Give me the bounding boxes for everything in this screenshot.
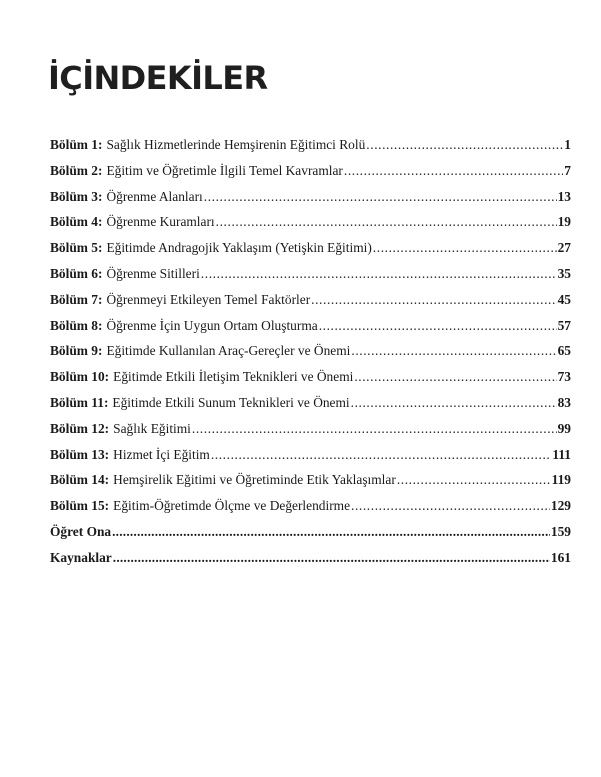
page-number: 119 (551, 472, 571, 488)
section-title: Kaynaklar (50, 549, 112, 565)
dot-leader (201, 264, 557, 284)
dot-leader (351, 341, 556, 361)
chapter-title: Öğrenme İçin Uygun Ortam Oluşturma (106, 317, 318, 333)
chapter-title: Sağlık Hizmetlerinde Hemşirenin Eğitimci Rolü (106, 137, 366, 152)
page-number: 83 (557, 394, 571, 410)
toc-entry-3 (50, 187, 571, 213)
page-number: 13 (557, 188, 571, 204)
chapter-number: Bölüm 8: (50, 317, 103, 333)
toc-entry-6 (50, 264, 571, 290)
chapter-number: Bölüm 5: (50, 240, 103, 256)
chapter-number: Bölüm 12: (50, 420, 110, 436)
dot-leader (344, 161, 563, 181)
chapter-title: Öğrenme Alanları (106, 188, 203, 204)
page-number: 19 (557, 214, 571, 230)
toc-entry-4 (50, 212, 571, 238)
toc-entry-13 (50, 445, 571, 471)
dot-leader (311, 290, 556, 310)
dot-leader (211, 445, 552, 465)
chapter-title: Eğitimde Etkili İletişim Teknikleri ve Önemi (113, 369, 354, 385)
page-number: 57 (557, 317, 571, 333)
dot-leader (113, 548, 550, 568)
page-number: 99 (557, 420, 571, 436)
chapter-number: Bölüm 9: (50, 343, 103, 359)
chapter-title: Eğitimde Andragojik Yaklaşım (Yetişkin Eğitimi) (106, 240, 372, 256)
chapter-number: Bölüm 4: (50, 214, 103, 230)
dot-leader (216, 212, 557, 232)
page-number: 35 (557, 265, 571, 281)
chapter-number: Bölüm 13: (50, 446, 110, 462)
toc-entry-11 (50, 393, 571, 419)
page-number: 129 (550, 498, 571, 514)
chapter-title: Sağlık Eğitimi (113, 420, 191, 436)
dot-leader (397, 470, 551, 490)
chapter-number: Bölüm 7: (50, 291, 103, 307)
toc-entry-14 (50, 470, 571, 496)
dot-leader (204, 187, 557, 207)
page-number: 161 (550, 549, 571, 565)
chapter-title: Eğitim ve Öğretimle İlgili Temel Kavramlar (106, 162, 343, 178)
chapter-number: Bölüm 3: (50, 188, 103, 204)
chapter-number: Bölüm 1: (50, 137, 103, 152)
section-title: Öğret Ona (50, 523, 112, 539)
chapter-title: Hizmet İçi Eğitim (113, 446, 210, 462)
chapter-number: Bölüm 10: (50, 369, 110, 385)
dot-leader (112, 522, 550, 542)
page-number: 7 (564, 162, 571, 178)
chapter-number: Bölüm 2: (50, 162, 103, 178)
dot-leader (351, 496, 550, 516)
chapter-title: Hemşirelik Eğitimi ve Öğretiminde Etik Yaklaşımlar (113, 472, 396, 488)
toc-entry-1 (50, 135, 571, 161)
toc-entry-15 (50, 496, 571, 522)
toc-entry-10 (50, 367, 571, 393)
chapter-title: Eğitimde Kullanılan Araç-Gereçler ve Önemi (106, 343, 351, 359)
table-of-contents (50, 135, 571, 574)
chapter-title: Eğitim-Öğretimde Ölçme ve Değerlendirme (113, 498, 351, 514)
dot-leader (351, 393, 557, 413)
chapter-title: Öğrenmeyi Etkileyen Temel Faktörler (106, 291, 311, 307)
toc-entry-8 (50, 316, 571, 342)
page-number: 73 (557, 369, 571, 385)
dot-leader (366, 135, 563, 155)
chapter-title: Öğrenme Kuramları (106, 214, 215, 230)
page-number: 1 (564, 137, 571, 152)
toc-entry-5 (50, 238, 571, 264)
page-number: 159 (550, 523, 571, 539)
toc-entry-12 (50, 419, 571, 445)
page-number: 27 (557, 240, 571, 256)
dot-leader (373, 238, 557, 258)
page-number: 65 (557, 343, 571, 359)
dot-leader (319, 316, 557, 336)
chapter-number: Bölüm 15: (50, 498, 110, 514)
dot-leader (192, 419, 557, 439)
toc-entry-kaynaklar (50, 548, 571, 574)
toc-entry-7 (50, 290, 571, 316)
toc-entry-9 (50, 341, 571, 367)
toc-entry-ogret-ona (50, 522, 571, 548)
chapter-number: Bölüm 14: (50, 472, 110, 488)
chapter-title: Öğrenme Sitilleri (106, 265, 200, 281)
chapter-title: Eğitimde Etkili Sunum Teknikleri ve Önemi (112, 394, 350, 410)
page-number: 45 (557, 291, 571, 307)
toc-entry-2 (50, 161, 571, 187)
page-title: İÇİNDEKİLER (48, 59, 268, 97)
chapter-number: Bölüm 6: (50, 265, 103, 281)
dot-leader (354, 367, 556, 387)
page-number: 111 (552, 446, 571, 462)
chapter-number: Bölüm 11: (50, 394, 109, 410)
